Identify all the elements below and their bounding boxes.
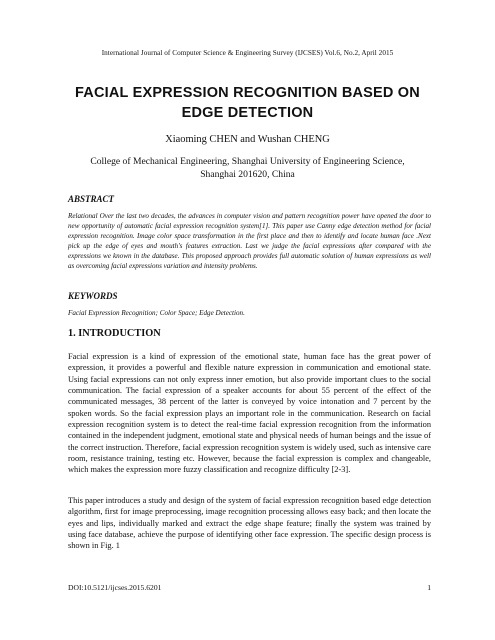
keywords-heading: KEYWORDS [68, 291, 118, 301]
page-number: 1 [427, 583, 431, 592]
footer-doi: DOI:10.5121/ijcses.2015.6201 [68, 583, 162, 592]
introduction-heading: 1. INTRODUCTION [68, 328, 161, 339]
authors: Xiaoming CHEN and Wushan CHENG [165, 134, 330, 145]
intro-paragraph-2: This paper introduces a study and design of the system of facial expression recognition based edge detection algorithm, first for image preprocessing, image recognition processing allows easy back; and then locate the eyes and lips, individually marked and extract the edge shape feature; finally the system was trained by using face database, achieve the purpose of identifying other face expression. The specific design process is shown in Fig. 1 [68, 496, 431, 551]
affiliation [40, 155, 455, 181]
title-line-1: FACIAL EXPRESSION RECOGNITION BASED ON [75, 85, 420, 101]
affiliation-line-2: Shanghai 201620, China [200, 169, 295, 180]
intro-paragraph-1: Facial expression is a kind of expression of the emotional state, human face has the great power of expression, it provides a powerful and flexible nature expression in communication and emotional state. Using facial expressions can not only express inner emotion, but also provide important clues to the social communication. The facial expression of a speaker accounts for about 55 percent of the effect of the communicated messages, 38 percent of the latter is conveyed by voice intonation and 7 percent by the spoken words. So the facial expression plays an important role in the communication. Research on facial expression recognition system is to detect the real-time facial expression recognition from the information contained in the independent judgment, emotional state and physical needs of human beings and the issue of the correct instruction. Therefore, facial expression recognition system is widely used, such as intensive care room, resistance training, testing etc. However, because the facial expression is complex and changeable, which makes the expression more fuzzy classification and recognize difficulty [2-3]. [68, 352, 431, 475]
journal-header: International Journal of Computer Science & Engineering Survey (IJCSES) Vol.6, No.2, April 2015 [101, 49, 394, 57]
abstract-heading: ABSTRACT [68, 194, 115, 204]
paper-title [40, 83, 455, 123]
affiliation-line-1: College of Mechanical Engineering, Shanghai University of Engineering Science, [90, 156, 405, 167]
keywords-text: Facial Expression Recognition; Color Space; Edge Detection. [68, 309, 245, 317]
title-line-2: EDGE DETECTION [181, 105, 314, 121]
abstract-text: Relational Over the last two decades, the advances in computer vision and pattern recognition power have opened the door to new opportunity of automatic facial expression recognition system[1]. This paper use Canny edge detection method for facial expression recognition. Image color space transformation in the first place and then to identify and locate human face .Next pick up the edge of eyes and mouth's features extraction. Last we judge the facial expressions after compared with the expressions we known in the database. This proposed approach provides full automatic solution of human expressions as well as overcoming facial expressions variation and intensity problems. [68, 212, 431, 270]
